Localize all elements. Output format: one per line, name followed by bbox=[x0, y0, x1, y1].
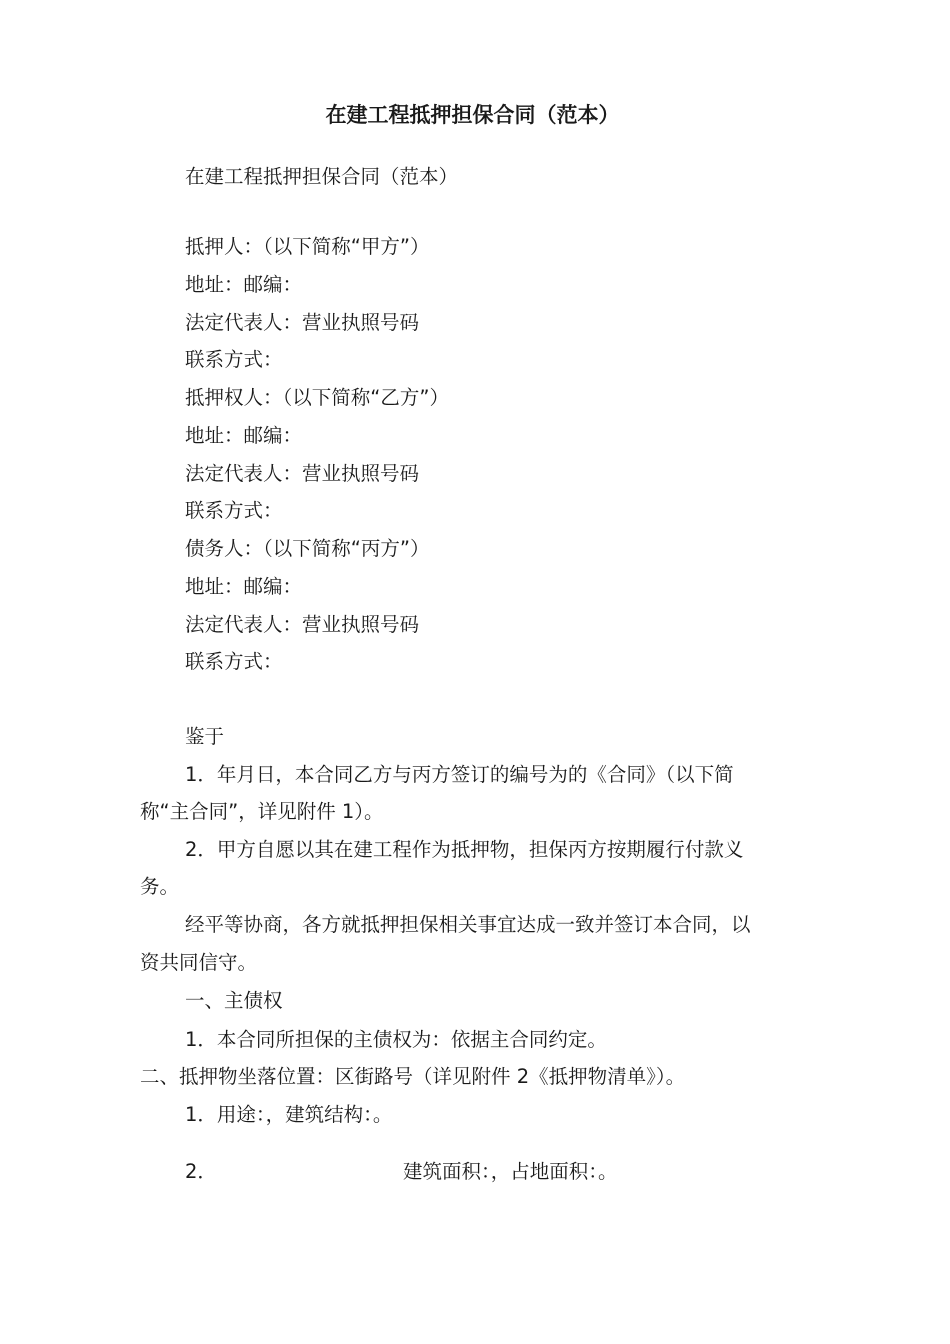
section-2-heading: 二、抵押物坐落位置：区街路号（详见附件 2《抵押物清单》）。 bbox=[140, 1065, 686, 1088]
whereas-item-2-continued: 务。 bbox=[140, 875, 180, 898]
party-mortgagor-contact: 联系方式： bbox=[185, 348, 283, 371]
party-mortgagee-representative: 法定代表人：营业执照号码 bbox=[185, 462, 420, 485]
section-2-item-2-text: 建筑面积：，占地面积：。 bbox=[403, 1160, 618, 1183]
section-2-item-1: 1．用途：，建筑结构：。 bbox=[185, 1103, 393, 1126]
section-1-heading: 一、主债权 bbox=[185, 989, 283, 1012]
party-mortgagor-representative: 法定代表人：营业执照号码 bbox=[185, 311, 420, 334]
party-debtor: 债务人：（以下简称“丙方”） bbox=[185, 537, 430, 560]
party-debtor-address: 地址：邮编： bbox=[185, 575, 303, 598]
party-debtor-contact: 联系方式： bbox=[185, 650, 283, 673]
whereas-heading: 鉴于 bbox=[185, 725, 225, 748]
agreement-paragraph-continued: 资共同信守。 bbox=[140, 951, 258, 974]
party-mortgagor-address: 地址：邮编： bbox=[185, 273, 303, 296]
party-debtor-representative: 法定代表人：营业执照号码 bbox=[185, 613, 420, 636]
party-mortgagee: 抵押权人：（以下简称“乙方”） bbox=[185, 386, 449, 409]
whereas-item-2: 2．甲方自愿以其在建工程作为抵押物，担保丙方按期履行付款义 bbox=[185, 838, 744, 861]
party-mortgagee-address: 地址：邮编： bbox=[185, 424, 303, 447]
agreement-paragraph: 经平等协商，各方就抵押担保相关事宜达成一致并签订本合同，以 bbox=[185, 913, 751, 936]
party-mortgagee-contact: 联系方式： bbox=[185, 499, 283, 522]
whereas-item-1-continued: 称“主合同”，详见附件 1）。 bbox=[140, 800, 384, 823]
whereas-item-1: 1．年月日，本合同乙方与丙方签订的编号为的《合同》（以下简 bbox=[185, 763, 734, 786]
document-subtitle: 在建工程抵押担保合同（范本） bbox=[185, 165, 459, 188]
section-2-item-2-number: 2． bbox=[185, 1160, 217, 1183]
document-title: 在建工程抵押担保合同（范本） bbox=[325, 103, 620, 127]
section-1-item-1: 1．本合同所担保的主债权为：依据主合同约定。 bbox=[185, 1028, 607, 1051]
party-mortgagor: 抵押人：（以下简称“甲方”） bbox=[185, 235, 430, 258]
